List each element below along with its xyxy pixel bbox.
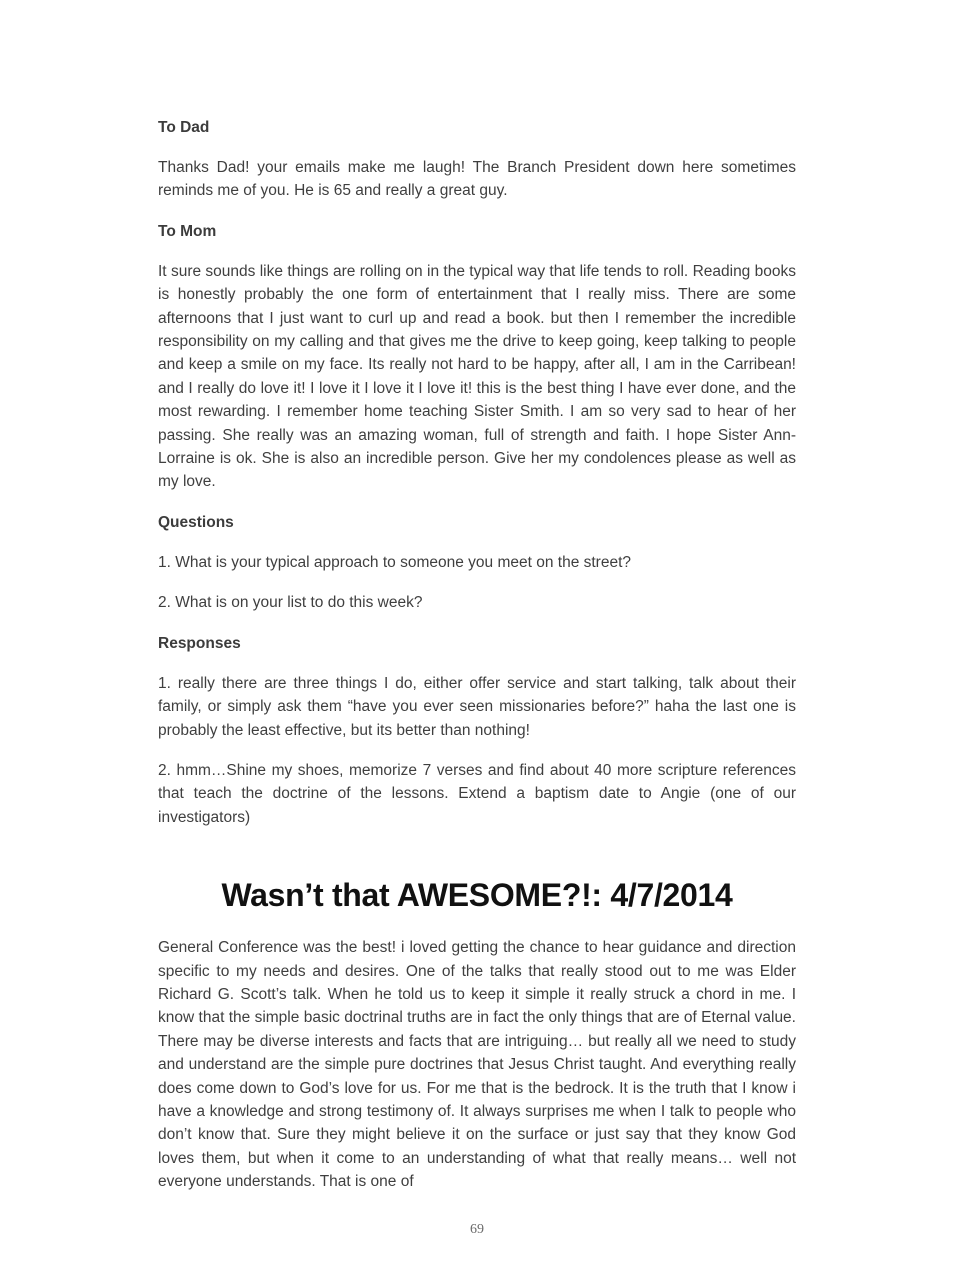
to-dad-heading: To Dad	[158, 119, 210, 136]
page-number: 69	[470, 1222, 484, 1237]
to-mom-heading: To Mom	[158, 222, 217, 240]
page-body	[158, 116, 796, 1211]
responses-heading: Responses	[158, 634, 241, 652]
response-item: 2. hmm…Shine my shoes, memorize 7 verses and find about 40 more scripture references that teach the doctrine of the lessons. Extend a baptism date to Angie (one of our investigators)	[158, 761, 796, 826]
chapter-title: Wasn’t that AWESOME?!: 4/7/2014	[221, 877, 733, 914]
chapter-paragraph: General Conference was the best! i loved getting the chance to hear guidance and direction specific to my needs and desires. One of the talks that really stood out to me was Elder Richard G. Scott’s talk. When he told us to keep it simple it really struck a chord in me. I know that the simple basic doctrinal truths are in fact the only things that are of Eternal value. There may be diverse interests and facts that are intriguing… but really all we need to study and understand are the simple pure doctrines that Jesus Christ taught. And everything really does come down to God’s love for us. For me that is the bedrock. It is the truth that I know i have a knowledge and strong testimony of. It always surprises me when I talk to people who don’t know that. Sure they might believe it on the surface or just say that they know God loves them, but when it come to an understanding of what that really means… well not everyone understands. That is one of	[158, 939, 796, 1191]
to-mom-paragraph: It sure sounds like things are rolling on in the typical way that life tends to roll. Reading books is honestly probably the one form of entertainment that I really miss. There are some afternoons that I just want to curl up and read a book. but then I remember the incredible responsibility on my calling and that gives me the drive to keep going, keep talking to people and keep a smile on my face. Its really not hard to be happy, after all, I am in the Carribean! and I really do love it! I love it I love it I love it! this is the best thing I have ever done, and the most rewarding. I remember home teaching Sister Smith. I am so very sad to hear of her passing. She really was an amazing woman, full of strength and faith. I hope Sister Ann-Lorraine is ok. She is also an incredible person. Give her my condolences please as well as my love.	[158, 262, 796, 491]
question-item: 1. What is your typical approach to someone you meet on the street?	[158, 553, 632, 571]
response-item: 1. really there are three things I do, either offer service and start talking, talk about their family, or simply ask them “have you ever seen missionaries before?” haha the last one is probably the least effective, but its better than nothing!	[158, 674, 796, 739]
questions-heading: Questions	[158, 513, 234, 531]
question-item: 2. What is on your list to do this week?	[158, 594, 423, 612]
to-dad-paragraph: Thanks Dad! your emails make me laugh! The Branch President down here sometimes reminds me of you. He is 65 and really a great guy.	[158, 159, 796, 200]
